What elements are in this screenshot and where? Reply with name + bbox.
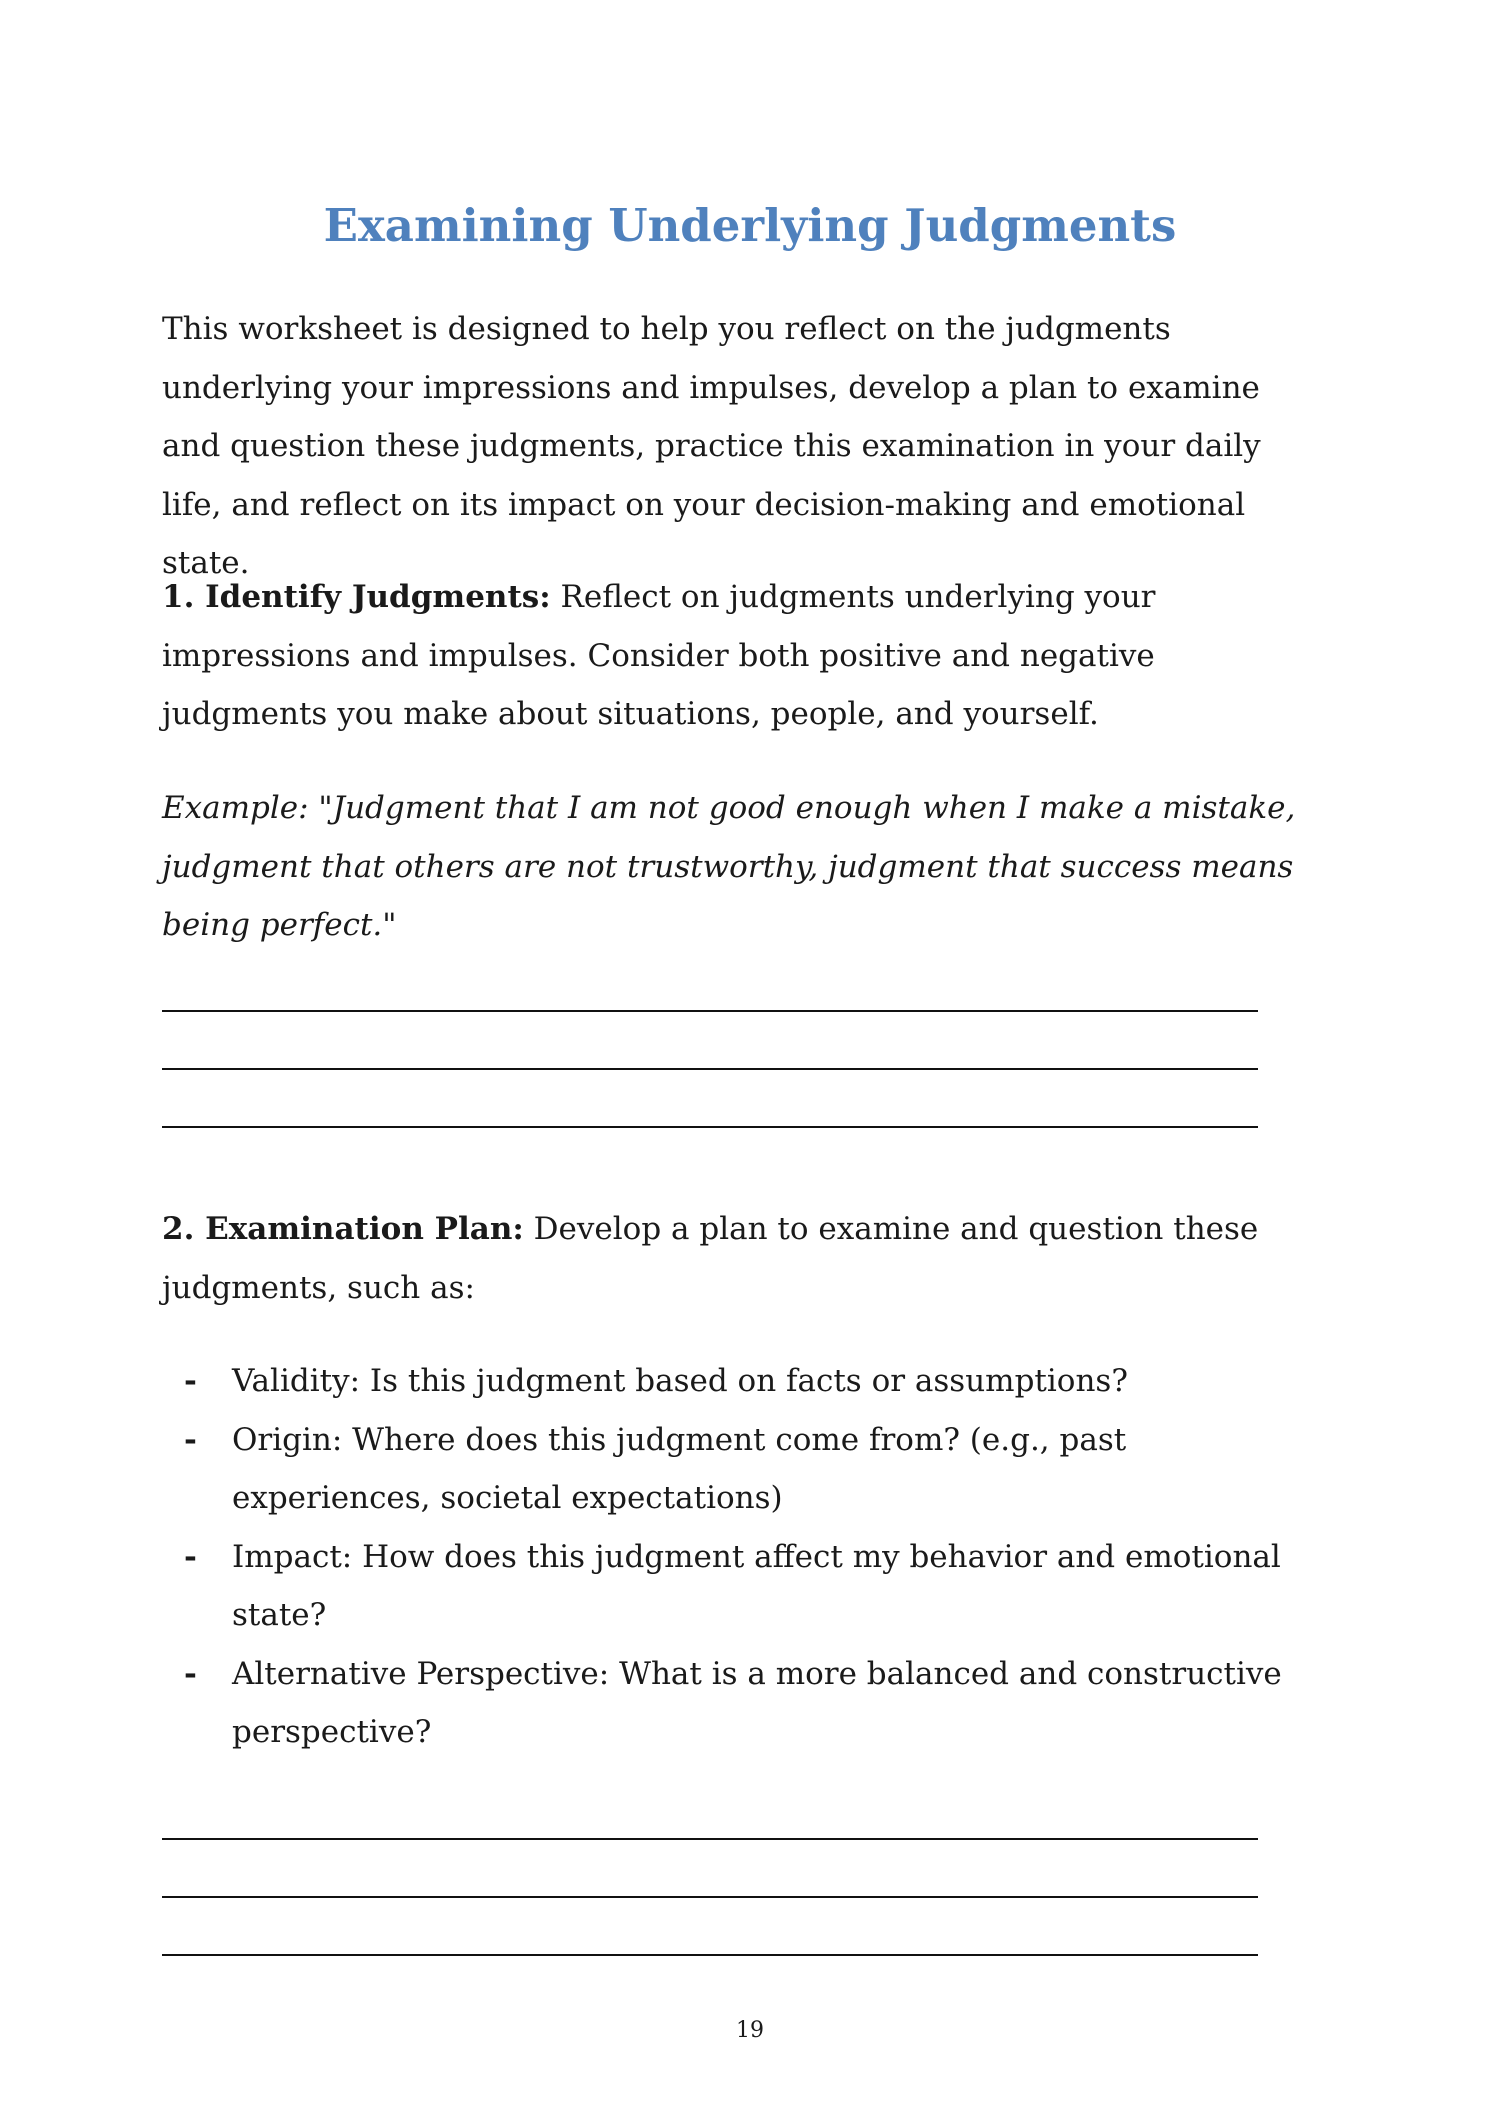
answer-line[interactable] (162, 1954, 1258, 1956)
section-2-paragraph (162, 1200, 1312, 1317)
list-item (162, 1352, 1312, 1411)
bullet-dash: - (184, 1363, 197, 1399)
bullet-dash: - (184, 1421, 197, 1458)
bullet-dash: - (184, 1655, 197, 1692)
list-item (162, 1411, 1312, 1528)
list-item (162, 1528, 1312, 1645)
examination-questions-list (162, 1352, 1312, 1762)
page-title: Examining Underlying Judgments (323, 199, 1177, 252)
section-1-label: 1. Identify Judgments: (162, 579, 551, 615)
list-item-text: Validity: Is this judgment based on facts or assumptions? (232, 1363, 1128, 1399)
section-1-text: Reflect on judgments underlying your impressions and impulses. Consider both positive and negative judgments you make about situations, people, and yourself. (162, 579, 1156, 732)
page-number: 19 (736, 2018, 764, 2043)
section-2-label: 2. Examination Plan: (162, 1211, 524, 1247)
answer-line[interactable] (162, 1126, 1258, 1128)
answer-line[interactable] (162, 1068, 1258, 1070)
intro-paragraph: This worksheet is designed to help you reflect on the judgments underlying your impressions and impulses, develop a plan to examine and question these judgments, practice this examination in your daily life, and reflect on its impact on your decision-making and emotional state. (162, 311, 1261, 581)
list-item-text: Impact: How does this judgment affect my behavior and emotional state? (232, 1538, 1281, 1633)
bullet-dash: - (184, 1538, 197, 1575)
list-item-text: Origin: Where does this judgment come from? (e.g., past experiences, societal expectations) (232, 1421, 1127, 1516)
section-1-paragraph (162, 568, 1312, 744)
answer-line[interactable] (162, 1896, 1258, 1898)
list-item (162, 1645, 1312, 1762)
list-item-text: Alternative Perspective: What is a more balanced and constructive perspective? (232, 1655, 1282, 1750)
section-1-example: Example: "Judgment that I am not good enough when I make a mistake, judgment that others are not trustworthy, judgment that success means being perfect." (162, 790, 1296, 943)
answer-line[interactable] (162, 1010, 1258, 1012)
section-2-text: Develop a plan to examine and question these judgments, such as: (162, 1211, 1259, 1306)
answer-line[interactable] (162, 1838, 1258, 1840)
